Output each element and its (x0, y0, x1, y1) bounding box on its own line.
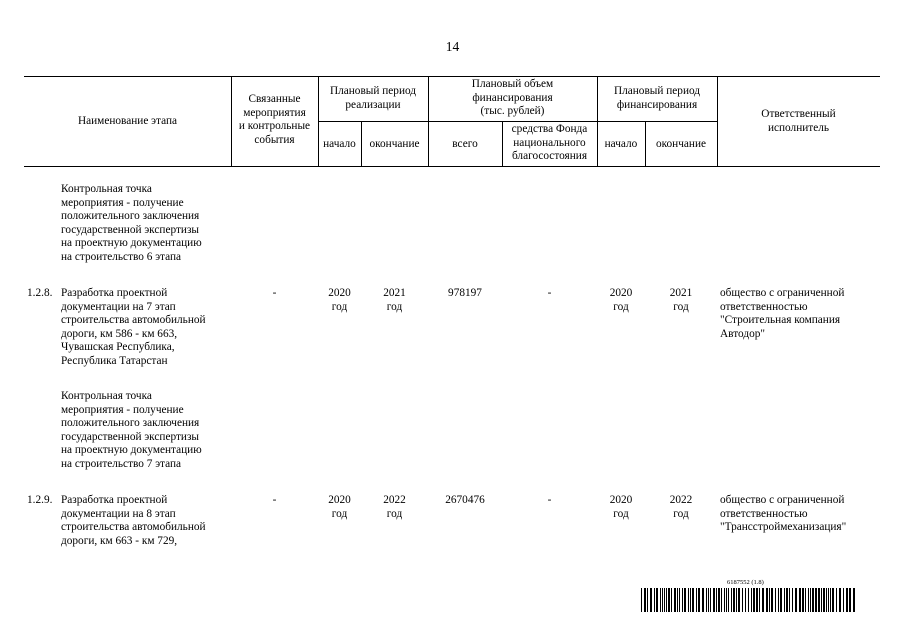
row-number: 1.2.8. (27, 287, 53, 299)
header-responsible: Ответственный исполнитель (761, 108, 836, 134)
row-end: 2021 год (383, 287, 406, 313)
row-name: Контрольная точка мероприятия - получение положительного заключения государственной экспертизы на проектную документацию на строительство 7 этапа (61, 390, 202, 470)
row-fin-end: 2021 год (669, 287, 693, 313)
row-name: Разработка проектной документации на 8 этап строительства автомобильной дороги, км 663 - км 729, (61, 494, 206, 547)
row-name: Разработка проектной документации на 7 этап строительства автомобильной дороги, км 586 - км 663, Чувашская Республика, Республика Татарстан (61, 287, 206, 367)
row-name: Контрольная точка мероприятия - получение положительного заключения государственной экспертизы на проектную документацию на строительство 6 этапа (61, 183, 202, 263)
row-end: 2022 год (383, 494, 406, 520)
header-funding-volume: Плановый объем финансирования (тыс. рублей) (471, 78, 554, 117)
row-start: 2020 год (328, 494, 351, 520)
row-fin-start: 2020 год (609, 494, 633, 520)
header-end: окончание (369, 138, 420, 150)
header-fund-means: средства Фонда национального благосостояния (511, 123, 588, 162)
header-stage-name: Наименование этапа (77, 115, 178, 127)
row-responsible: общество с ограниченной ответственностью "Трансстроймеханизация" (720, 494, 847, 533)
row-fin-end: 2022 год (669, 494, 693, 520)
row-responsible: общество с ограниченной ответственностью "Строительная компания Автодор" (720, 287, 845, 340)
header-bottom-rule (24, 166, 880, 167)
row-related: - (272, 287, 277, 299)
table-top-rule (24, 76, 880, 77)
barcode-number: 6187552 (1.8) (727, 579, 764, 586)
header-sub-rule (318, 121, 717, 122)
header-total: всего (452, 138, 478, 150)
barcode-icon (641, 588, 857, 612)
header-funding-period: Плановый период финансирования (613, 85, 701, 111)
row-fin-start: 2020 год (609, 287, 633, 313)
row-total: 978197 (448, 287, 482, 299)
row-fund: - (547, 494, 552, 506)
row-fund: - (547, 287, 552, 299)
header-fin-end: окончание (655, 138, 707, 150)
header-related-events: Связанные мероприятия и контрольные события (238, 93, 311, 146)
header-start: начало (323, 138, 356, 150)
row-start: 2020 год (328, 287, 351, 313)
page-number: 14 (445, 39, 460, 54)
row-total: 2670476 (445, 494, 485, 506)
header-plan-period: Плановый период реализации (329, 85, 417, 111)
header-fin-start: начало (604, 138, 638, 150)
row-number: 1.2.9. (27, 494, 53, 506)
row-related: - (272, 494, 277, 506)
